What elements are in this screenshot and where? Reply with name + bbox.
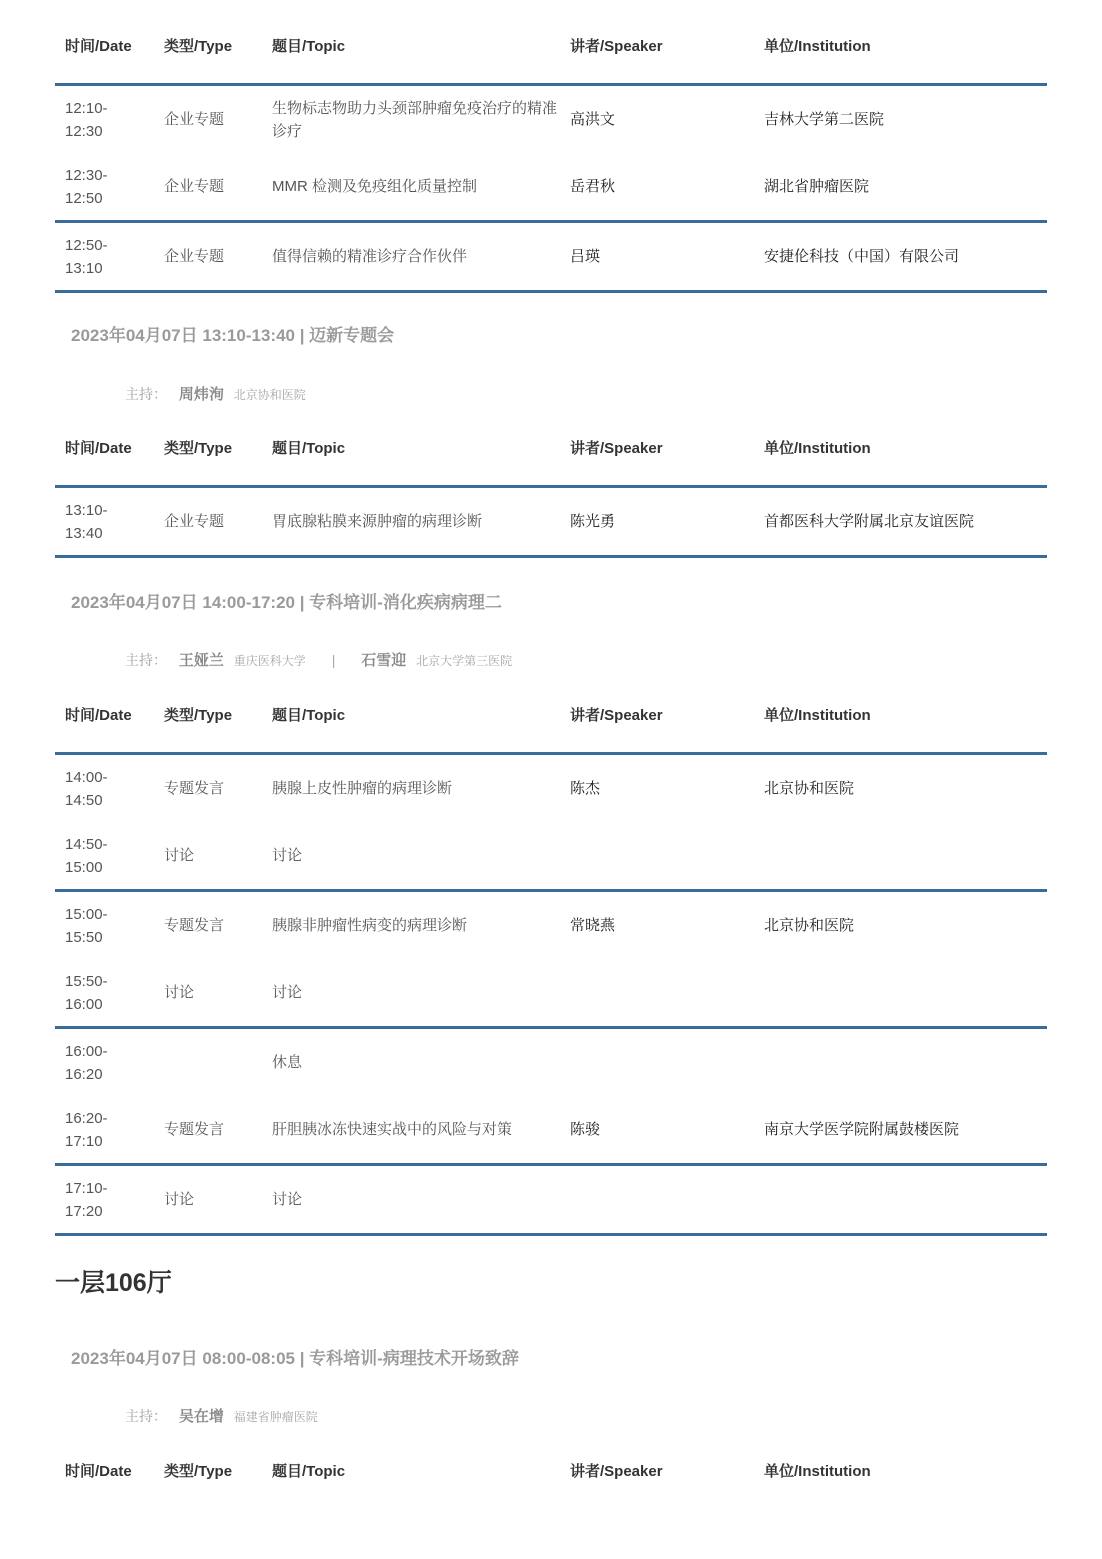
type-cell: 讨论 [154,1165,262,1235]
table-row [55,85,1047,154]
table-row [55,487,1047,557]
time-end: 13:10 [65,259,103,277]
session-host [55,1405,318,1427]
session-title: 2023年04月07日 13:10-13:40 | 迈新专题会 [71,326,395,345]
table-header [55,410,1047,487]
host-label: 主持： [125,386,167,402]
institution-cell: 湖北省肿瘤医院 [754,153,1047,222]
time-start: 17:10- [65,1179,108,1197]
time-end: 17:10 [65,1132,103,1150]
type-cell: 讨论 [154,959,262,1028]
time-start: 16:00- [65,1042,108,1060]
table-row [55,1028,1047,1097]
topic-cell: 值得信赖的精准诊疗合作伙伴 [262,222,560,292]
header-date: 时间/Date [65,1463,132,1480]
topic-cell: MMR 检测及免疫组化质量控制 [262,153,560,222]
header-institution: 单位/Institution [754,677,1047,754]
header-institution: 单位/Institution [764,1463,871,1480]
time-end: 15:50 [65,928,103,946]
host-name: 石雪迎 [361,652,407,669]
host-org: 北京大学第三医院 [416,654,513,668]
session-title: 2023年04月07日 14:00-17:20 | 专科培训-消化疾病病理二 [71,593,502,612]
type-cell: 企业专题 [154,222,262,292]
speaker-cell: 陈光勇 [560,487,754,557]
time-start: 12:10- [65,99,108,117]
type-cell: 专题发言 [164,917,225,934]
time-start: 13:10- [65,501,108,519]
institution-cell: 安捷伦科技（中国）有限公司 [754,222,1047,292]
time-start: 14:50- [65,835,108,853]
table-row [55,153,1047,222]
schedule-table-3 [55,677,1047,1236]
topic-cell: 生物标志物助力头颈部肿瘤免疫治疗的精准诊疗 [272,99,558,140]
table-row [55,822,1047,891]
header-institution: 单位/Institution [754,8,1047,85]
header-speaker: 讲者/Speaker [560,8,754,85]
host-label: 主持： [125,652,167,668]
header-date: 时间/Date [55,410,154,487]
header-speaker: 讲者/Speaker [560,677,754,754]
institution-cell [754,959,1047,1028]
time-end: 17:20 [65,1202,103,1220]
header-speaker: 讲者/Speaker [570,1463,663,1480]
time-start: 15:50- [65,972,108,990]
table-row [55,754,1047,823]
session-host [55,649,512,671]
type-cell: 专题发言 [164,780,225,797]
host-label: 主持： [125,1408,167,1424]
schedule-table-2 [55,410,1047,558]
time-end: 15:00 [65,858,103,876]
time-end: 12:50 [65,189,103,207]
header-type: 类型/Type [154,410,262,487]
time-start: 15:00- [65,905,108,923]
topic-cell: 讨论 [262,822,560,891]
table-row [55,959,1047,1028]
time-start: 12:30- [65,166,108,184]
speaker-cell: 陈骏 [560,1096,754,1165]
header-date: 时间/Date [55,677,154,754]
schedule-table-4 [55,1433,1047,1508]
topic-cell: 讨论 [262,1165,560,1235]
header-type: 类型/Type [164,1463,233,1480]
time-end: 16:00 [65,995,103,1013]
time-start: 14:00- [65,768,108,786]
time-end: 13:40 [65,524,103,542]
topic-cell: 胰腺非肿瘤性病变的病理诊断 [272,917,468,934]
table-header [55,1433,1047,1508]
type-cell: 企业专题 [164,111,225,128]
hall-heading: 一层106厅 [55,1269,172,1297]
speaker-cell [560,1028,754,1097]
speaker-cell: 常晓燕 [570,917,616,934]
time-end: 12:30 [65,122,103,140]
institution-cell: 北京协和医院 [764,780,855,797]
host-org: 北京协和医院 [233,388,306,402]
host-name: 周炜洵 [178,386,224,403]
speaker-cell: 吕瑛 [560,222,754,292]
topic-cell: 肝胆胰冰冻快速实战中的风险与对策 [262,1096,560,1165]
host-org: 重庆医科大学 [233,654,306,668]
institution-cell: 北京协和医院 [764,917,855,934]
topic-cell: 胃底腺粘膜来源肿瘤的病理诊断 [262,487,560,557]
header-institution: 单位/Institution [754,410,1047,487]
session-host [55,383,306,405]
institution-cell [754,1165,1047,1235]
session-title: 2023年04月07日 08:00-08:05 | 专科培训-病理技术开场致辞 [71,1349,519,1368]
header-topic: 题目/Topic [262,8,560,85]
host-name: 吴在增 [178,1408,224,1425]
type-cell: 企业专题 [154,153,262,222]
speaker-cell: 陈杰 [570,780,601,797]
schedule-table-1 [55,8,1047,293]
host-name: 王娅兰 [178,652,224,669]
header-type: 类型/Type [154,8,262,85]
header-topic: 题目/Topic [272,1463,346,1480]
table-header [55,677,1047,754]
host-org: 福建省肿瘤医院 [233,1410,318,1424]
header-date: 时间/Date [55,8,154,85]
time-start: 12:50- [65,236,108,254]
topic-cell: 胰腺上皮性肿瘤的病理诊断 [272,780,453,797]
type-cell [154,1028,262,1097]
header-topic: 题目/Topic [262,677,560,754]
header-speaker: 讲者/Speaker [560,410,754,487]
table-row [55,1096,1047,1165]
speaker-cell [560,1165,754,1235]
type-cell: 企业专题 [154,487,262,557]
speaker-cell [560,959,754,1028]
speaker-cell: 岳君秋 [560,153,754,222]
table-row [55,222,1047,292]
topic-cell: 讨论 [262,959,560,1028]
host-divider: | [331,652,336,668]
type-cell: 讨论 [154,822,262,891]
speaker-cell [560,822,754,891]
topic-cell: 休息 [272,1054,303,1071]
speaker-cell: 高洪文 [570,111,616,128]
institution-cell: 首都医科大学附属北京友谊医院 [754,487,1047,557]
table-row [55,891,1047,960]
header-topic: 题目/Topic [262,410,560,487]
table-header [55,8,1047,85]
institution-cell [754,822,1047,891]
table-row [55,1165,1047,1235]
time-end: 16:20 [65,1065,103,1083]
institution-cell [754,1028,1047,1097]
institution-cell: 吉林大学第二医院 [764,111,885,128]
header-type: 类型/Type [154,677,262,754]
time-start: 16:20- [65,1109,108,1127]
time-end: 14:50 [65,791,103,809]
type-cell: 专题发言 [154,1096,262,1165]
institution-cell: 南京大学医学院附属鼓楼医院 [754,1096,1047,1165]
